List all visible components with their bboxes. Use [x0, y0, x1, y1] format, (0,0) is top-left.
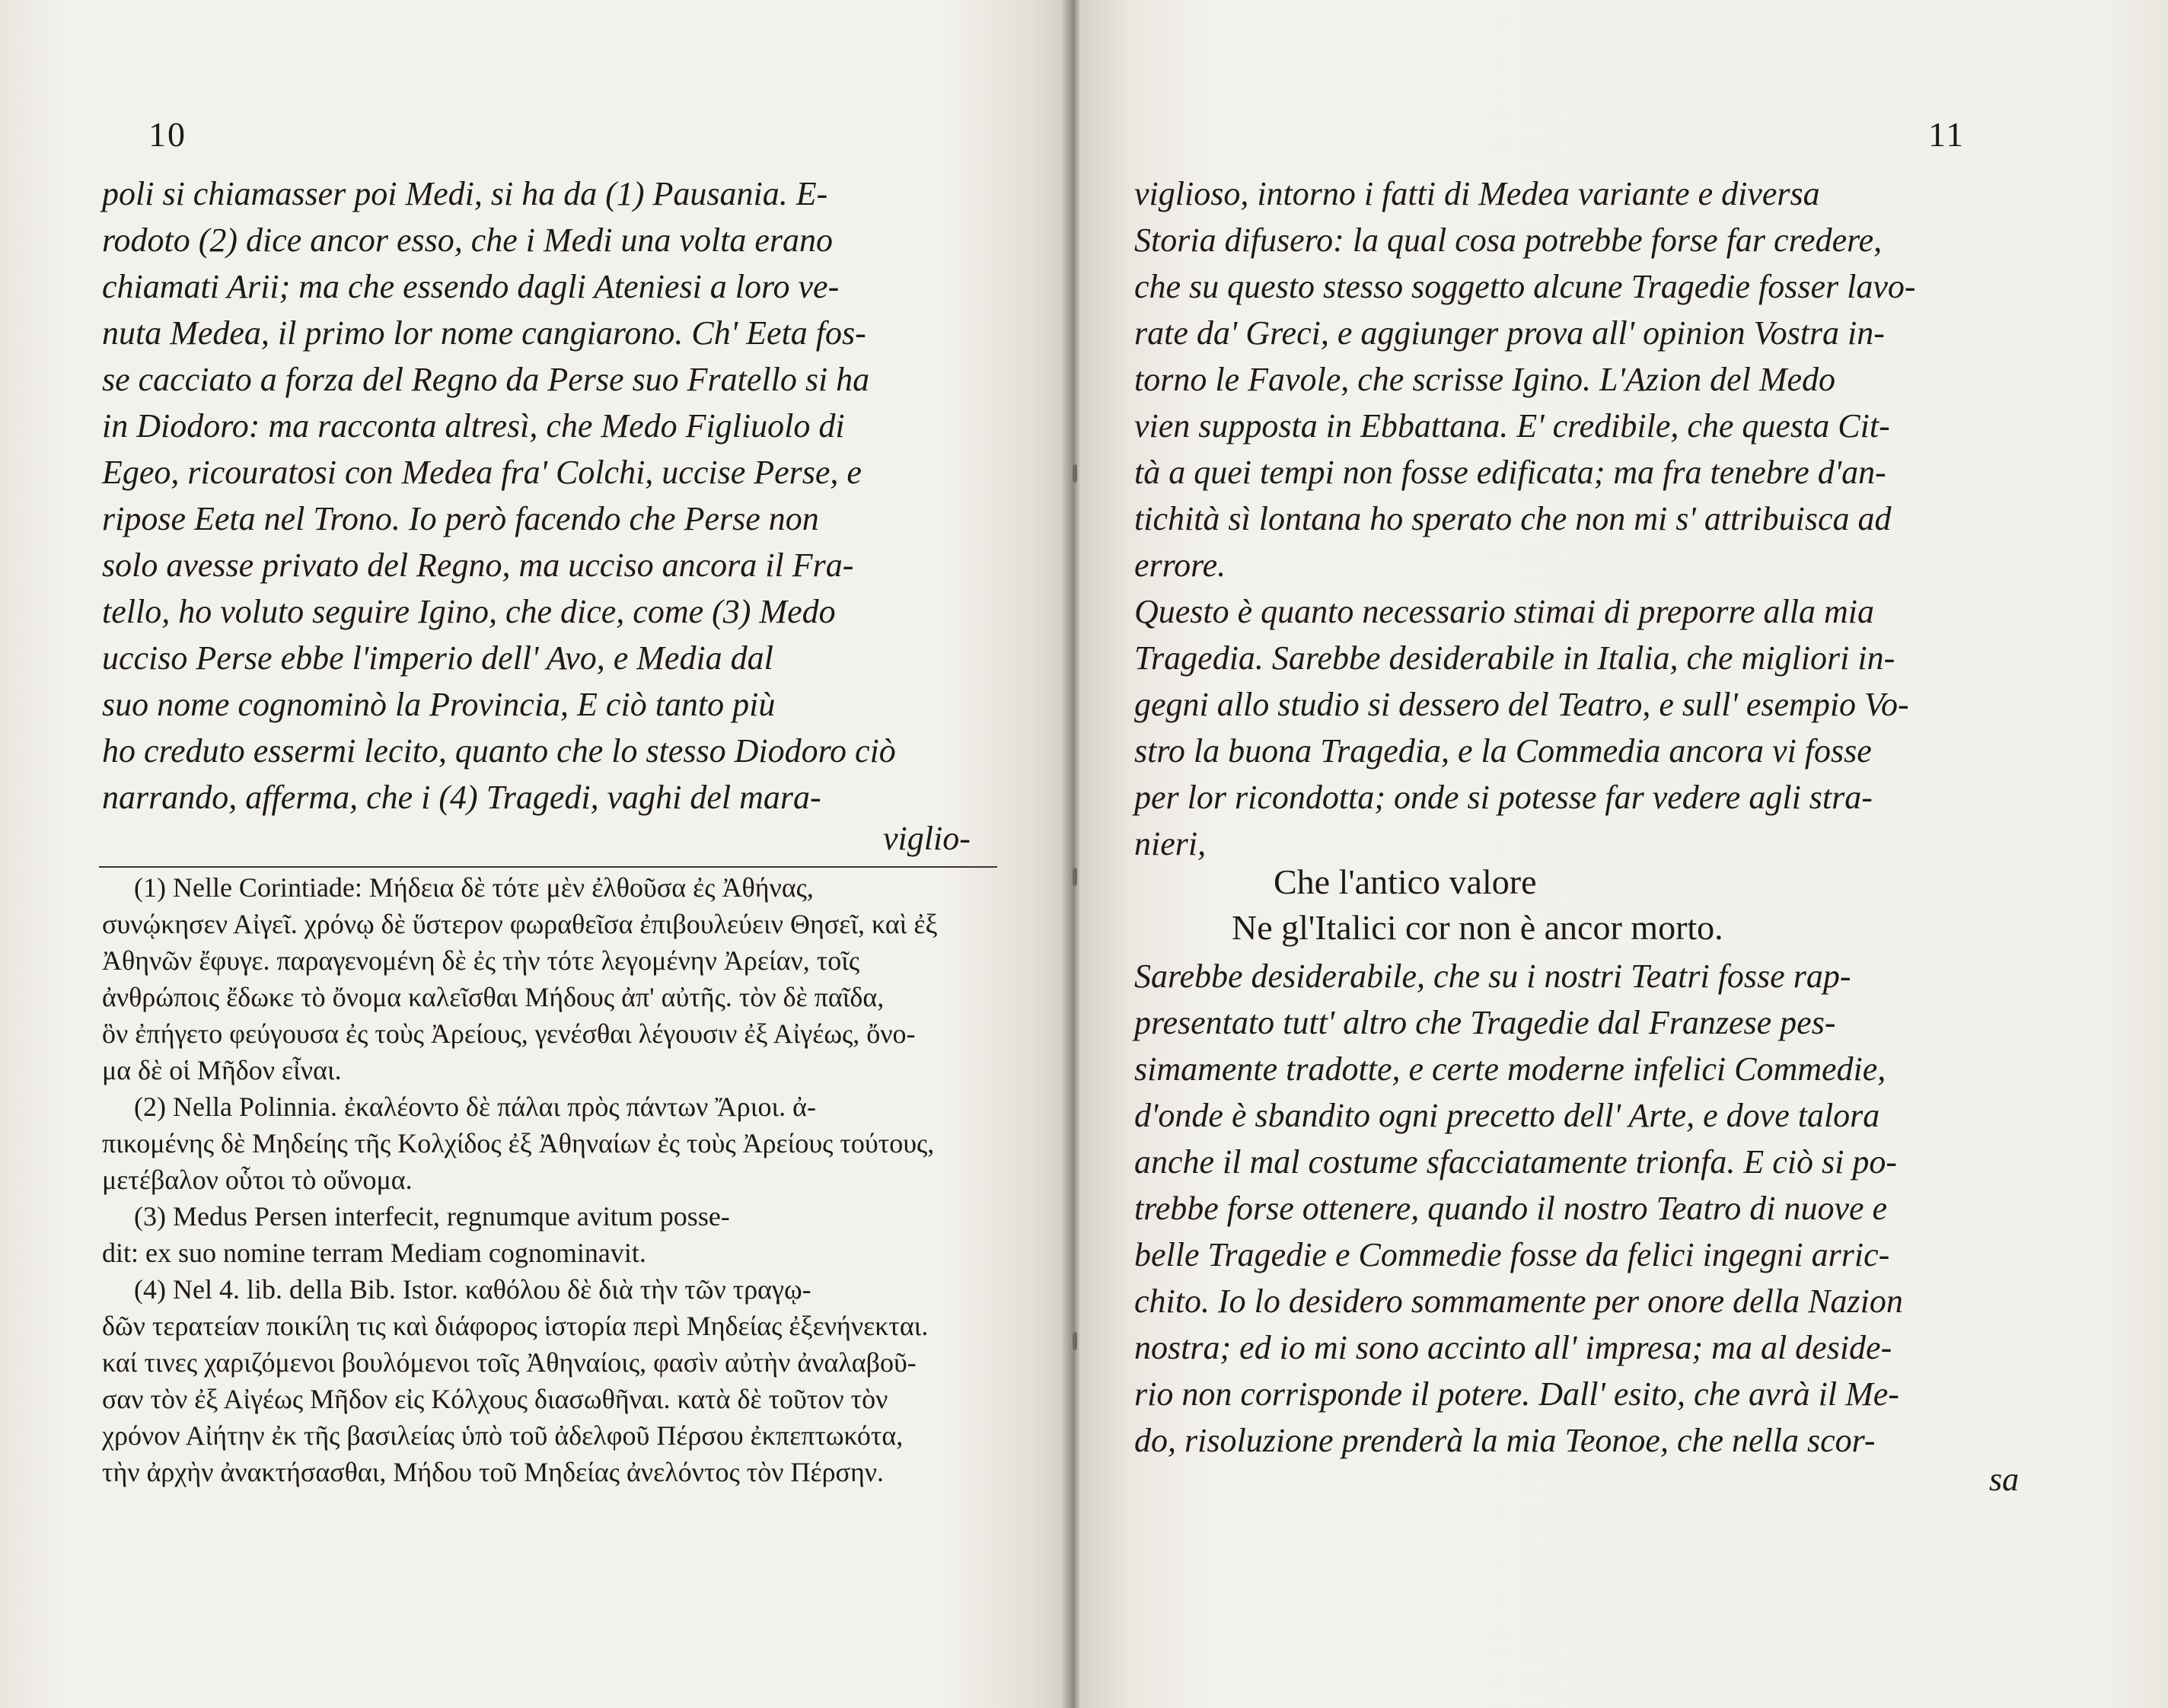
verse-line-1: Che l'antico valore [1274, 862, 1537, 901]
right-body-line: chito. Io lo desidero sommamente per onore della Nazion [1134, 1283, 1903, 1320]
footnote-line: χρόνον Αἰήτην ἐκ τῆς βασιλείας ὑπὸ τοῦ ἀδελφοῦ Πέρσου ἐκπεπτωκότα, [102, 1420, 904, 1451]
right-body-line: torno le Favole, che scrisse Igino. L'Azion del Medo [1134, 361, 1836, 398]
left-body-line: suo nome cognominò la Provincia, E ciò tanto più [102, 686, 776, 723]
right-body-line: viglioso, intorno i fatti di Medea variante e diversa [1134, 175, 1820, 212]
right-body-line: per lor ricondotta; onde si potesse far vedere agli stra- [1134, 779, 1873, 816]
footnote-line: (4) Nel 4. lib. della Bib. Istor. καθόλου δὲ διὰ τὴν τῶν τραγῳ- [134, 1274, 811, 1305]
left-body-line: ucciso Perse ebbe l'imperio dell' Avo, e Media dal [102, 639, 773, 677]
right-body-line: trebbe forse ottenere, quando il nostro Teatro di nuove e [1134, 1190, 1888, 1227]
left-body-line: poli si chiamasser poi Medi, si ha da (1) Pausania. E- [102, 175, 828, 212]
right-body-line: Storia difusero: la qual cosa potrebbe forse far credere, [1134, 221, 1883, 259]
left-body-line: se cacciato a forza del Regno da Perse suo Fratello si ha [102, 361, 870, 398]
left-body-line: in Diodoro: ma racconta altresì, che Medo Figliuolo di [102, 407, 845, 445]
right-body-line: rate da' Greci, e aggiunger prova all' opinion Vostra in- [1134, 314, 1885, 352]
right-body-line: belle Tragedie e Commedie fosse da felici ingegni arric- [1134, 1236, 1890, 1273]
footnote-line: Ἀθηνῶν ἔφυγε. παραγενομένη δὲ ἐς τὴν τότε λεγομένην Ἀρείαν, τοῖς [102, 945, 860, 976]
right-body-line: do, risoluzione prenderà la mia Teonoe, che nella scor- [1134, 1422, 1876, 1459]
footnote-line: σαν τὸν ἐξ Αἰγέως Μῆδον εἰς Κόλχους διασωθῆναι. κατὰ δὲ τοῦτον τὸν [102, 1384, 888, 1414]
right-body-line: stro la buona Tragedia, e la Commedia ancora vi fosse [1134, 732, 1872, 770]
right-body-line: vien supposta in Ebbattana. E' credibile, che questa Cit- [1134, 407, 1890, 445]
catchword-left: viglio- [883, 820, 971, 857]
footnote-line: δῶν τερατείαν ποικίλη τις καὶ διάφορος ἱστορία περὶ Μηδείας ἐξενήνεκται. [102, 1311, 929, 1341]
footnote-line: (3) Medus Persen interfecit, regnumque avitum posse- [134, 1201, 730, 1232]
page-number-right: 11 [1928, 115, 1966, 154]
right-body-line: anche il mal costume sfacciatamente trionfa. E ciò si po- [1134, 1143, 1898, 1181]
left-body-line: ripose Eeta nel Trono. Io però facendo che Perse non [102, 500, 819, 537]
right-page [1079, 0, 2168, 1708]
right-body-line: errore. [1134, 546, 1226, 584]
left-page [0, 0, 1073, 1708]
page-number-left: 10 [148, 115, 187, 154]
right-body-line: rio non corrisponde il potere. Dall' esito, che avrà il Me- [1134, 1375, 1899, 1413]
footnote-line: ὃν ἐπήγετο φεύγουσα ἐς τοὺς Ἀρείους, γενέσθαι λέγουσιν ἐξ Αἰγέως, ὄνο- [102, 1018, 916, 1049]
footnote-line: καί τινες χαριζόμενοι βουλόμενοι τοῖς Ἀθηναίοις, φασὶν αὐτὴν ἀναλαβοῦ- [102, 1347, 917, 1378]
right-body-text [1134, 170, 2071, 867]
right-body-line: che su questo stesso soggetto alcune Tragedie fosser lavo- [1134, 268, 1916, 305]
right-body-text-2 [1134, 953, 2071, 1464]
right-body-line: Sarebbe desiderabile, che su i nostri Teatri fosse rap- [1134, 958, 1851, 995]
verse-line-2: Ne gl'Italici cor non è ancor morto. [1232, 908, 1723, 947]
left-body-line: nuta Medea, il primo lor nome cangiarono. Ch' Eeta fos- [102, 314, 866, 352]
right-body-line: Tragedia. Sarebbe desiderabile in Italia, che migliori in- [1134, 639, 1895, 677]
left-body-line: chiamati Arii; ma che essendo dagli Ateniesi a loro ve- [102, 268, 840, 305]
right-body-line: nostra; ed io mi sono accinto all' impresa; ma al deside- [1134, 1329, 1892, 1366]
footnote-line: μετέβαλον οὗτοι τὸ οὔνομα. [102, 1165, 413, 1195]
right-body-line: presentato tutt' altro che Tragedie dal Franzese pes- [1134, 1004, 1836, 1041]
left-body-line: ho creduto essermi lecito, quanto che lo stesso Diodoro ciò [102, 732, 896, 770]
footnote-line: συνῴκησεν Αἰγεῖ. χρόνῳ δὲ ὕστερον φωραθεῖσα ἐπιβουλεύειν Θησεῖ, καὶ ἐξ [102, 909, 938, 939]
left-body-line: narrando, afferma, che i (4) Tragedi, vaghi del mara- [102, 779, 821, 816]
left-body-text [102, 170, 993, 821]
footnote-line: πικομένης δὲ Μηδείης τῆς Κολχίδος ἐξ Ἀθηναίων ἐς τοὺς Ἀρείους τούτους, [102, 1128, 935, 1158]
right-body-line: gegni allo studio si dessero del Teatro, e sull' esempio Vo- [1134, 686, 1909, 723]
footnote-line: (2) Nella Polinnia. ἐκαλέοντο δὲ πάλαι πρὸς πάντων Ἄριοι. ἀ- [134, 1091, 816, 1122]
left-body-line: tello, ho voluto seguire Igino, che dice, come (3) Medo [102, 593, 836, 630]
footnote-line: (1) Nelle Corintiade: Μήδεια δὲ τότε μὲν ἐλθοῦσα ἐς Ἀθήνας, [134, 872, 814, 903]
footnote-line: ἀνθρώποις ἔδωκε τὸ ὄνομα καλεῖσθαι Μήδους ἀπ' αὐτῆς. τὸν δὲ παῖδα, [102, 982, 885, 1012]
right-body-line: nieri, [1134, 825, 1207, 862]
footnote-line: dit: ex suo nomine terram Mediam cognominavit. [102, 1238, 646, 1268]
catchword-right: sa [1989, 1461, 2020, 1498]
right-body-line: Questo è quanto necessario stimai di preporre alla mia [1134, 593, 1874, 630]
left-body-line: solo avesse privato del Regno, ma ucciso ancora il Fra- [102, 546, 854, 584]
footnote-line: τὴν ἀρχὴν ἀνακτήσασθαι, Μήδου τοῦ Μηδείας ἀνελόντος τὸν Πέρσην. [102, 1457, 885, 1487]
right-body-line: tà a quei tempi non fosse edificata; ma fra tenebre d'an- [1134, 454, 1886, 491]
right-body-line: d'onde è sbandito ogni precetto dell' Arte, e dove talora [1134, 1097, 1880, 1134]
right-body-line: simamente tradotte, e certe moderne infelici Commedie, [1134, 1050, 1886, 1088]
right-body-line: tichità sì lontana ho sperato che non mi s' attribuisca ad [1134, 500, 1892, 537]
footnote-rule [99, 866, 997, 868]
footnote-line: μα δὲ οἱ Μῆδον εἶναι. [102, 1055, 342, 1085]
left-body-line: Egeo, ricouratosi con Medea fra' Colchi, uccise Perse, e [102, 454, 862, 491]
footnotes [102, 869, 1000, 1490]
left-body-line: rodoto (2) dice ancor esso, che i Medi una volta erano [102, 221, 834, 259]
